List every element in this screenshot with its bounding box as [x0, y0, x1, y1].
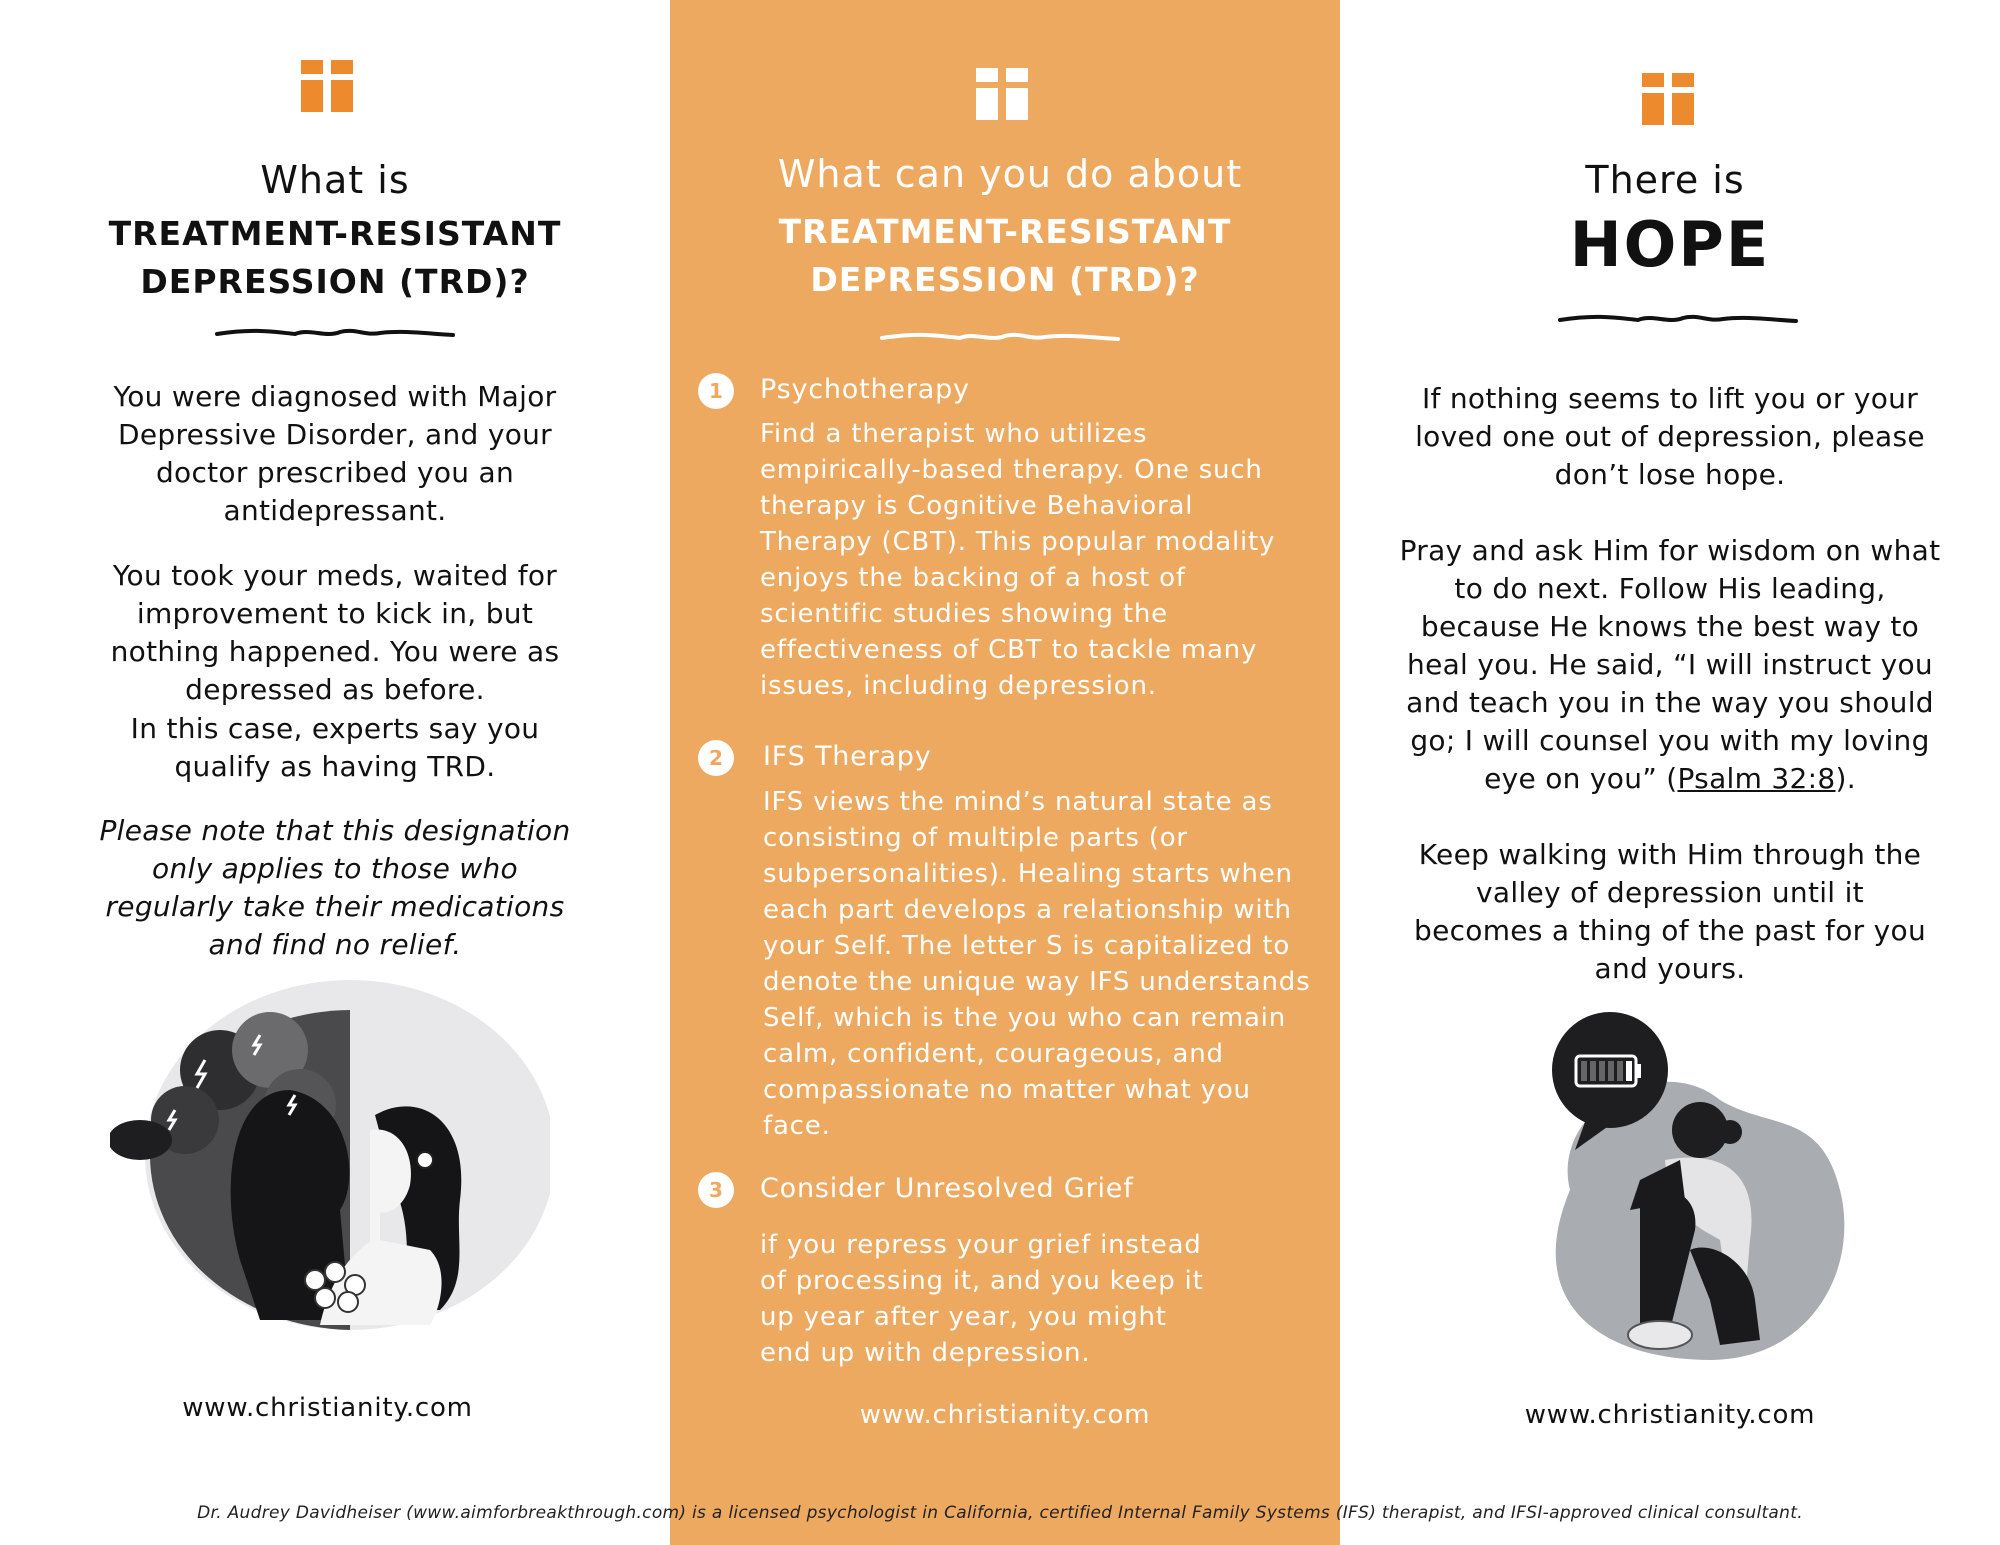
psalm-link[interactable]: Psalm 32:8 — [1677, 762, 1836, 795]
right-heading-bold: HOPE — [1569, 208, 1771, 281]
right-panel — [1340, 0, 2000, 1545]
left-heading-bold-1: TREATMENT-RESISTANT — [108, 214, 562, 253]
cross-logo-icon — [301, 60, 353, 112]
middle-heading-bold-1: TREATMENT-RESISTANT — [778, 212, 1232, 251]
step-number-1: 1 — [698, 373, 734, 409]
left-para-2: You took your meds, waited for improvement to kick in, but nothing happened. You were as depressed as before. — [110, 559, 560, 706]
woman-with-storm-clouds-illustration — [110, 980, 550, 1330]
left-heading-light: What is — [260, 158, 410, 202]
item-title-psychotherapy: Psychotherapy — [760, 374, 970, 405]
item-title-unresolved-grief: Consider Unresolved Grief — [760, 1173, 1134, 1204]
right-para-3: Keep walking with Him through the valley of depression until it becomes a thing of the past for you and yours. — [1414, 838, 1926, 985]
step-number-2: 2 — [698, 740, 734, 776]
squiggle-divider — [215, 322, 455, 344]
right-para-2: Pray and ask Him for wisdom on what to do next. Follow His leading, because He knows the best way to heal you. He said, “I will instruct you and teach you in the way you should go; I will counsel you with my loving eye on you” (Psalm 32:8). — [1399, 534, 1941, 795]
right-website: www.christianity.com — [1524, 1400, 1816, 1430]
item-body-ifs-therapy: IFS views the mind’s natural state as consisting of multiple parts (or subpersonalities). Healing starts when each part develops a relationship with your Self. The letter S is capitalized to denote the unique way IFS understands Self, which is the you who can remain calm, confident, courageous, and compassionate no matter what you face. — [763, 787, 1311, 1141]
squiggle-divider — [880, 326, 1120, 348]
right-para-1: If nothing seems to lift you or your loved one out of depression, please don’t lose hope. — [1415, 382, 1925, 491]
cross-logo-icon — [976, 68, 1028, 120]
step-number-3: 3 — [698, 1172, 734, 1208]
left-para-4: Please note that this designation only applies to those who regularly take their medications and find no relief. — [99, 814, 571, 961]
middle-heading-bold-2: DEPRESSION (TRD)? — [810, 260, 1200, 299]
left-para-3: In this case, experts say you qualify as having TRD. — [130, 712, 540, 783]
right-heading-light: There is — [1585, 158, 1745, 202]
squiggle-divider — [1558, 308, 1798, 330]
middle-heading-light: What can you do about — [777, 152, 1243, 196]
item-body-psychotherapy: Find a therapist who utilizes empirically-based therapy. One such therapy is Cognitive Behavioral Therapy (CBT). This popular modality enjoys the backing of a host of scientific studies showing the effectiveness of CBT to tackle many issues, including depression. — [760, 419, 1276, 701]
sad-person-low-battery-illustration — [1490, 1010, 1870, 1390]
item-title-ifs-therapy: IFS Therapy — [763, 741, 932, 772]
item-body-unresolved-grief: if you repress your grief instead of processing it, and you keep it up year after year, you might end up with depression. — [760, 1230, 1204, 1368]
left-para-1: You were diagnosed with Major Depressive Disorder, and your doctor prescribed you an antidepressant. — [113, 380, 557, 527]
left-website: www.christianity.com — [182, 1393, 473, 1423]
left-heading-bold-2: DEPRESSION (TRD)? — [140, 262, 530, 301]
left-panel — [0, 0, 670, 1545]
middle-website: www.christianity.com — [859, 1400, 1151, 1430]
cross-logo-icon — [1642, 73, 1694, 125]
author-footnote: Dr. Audrey Davidheiser (www.aimforbreakthrough.com) is a licensed psychologist in California, certified Internal Family Systems (IFS) therapist, and IFSI-approved clinical consultant. — [197, 1503, 1803, 1523]
middle-panel — [670, 0, 1340, 1545]
